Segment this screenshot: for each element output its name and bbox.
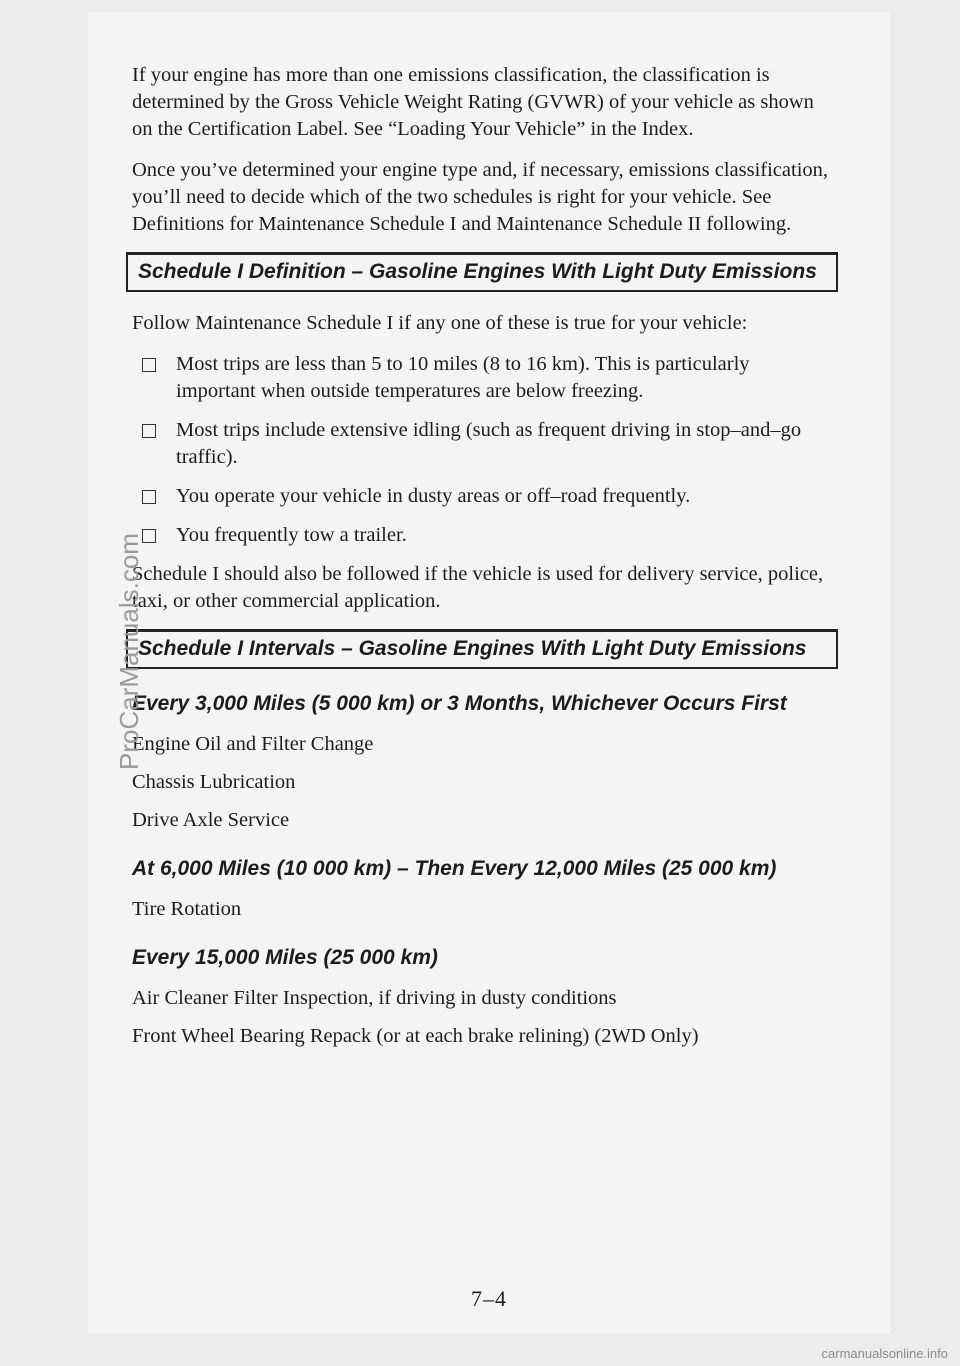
definition-heading: Schedule I Definition – Gasoline Engines With Light Duty Emissions <box>138 260 817 283</box>
checkbox-icon <box>142 358 156 372</box>
manual-page <box>88 12 890 1334</box>
interval-title: Every 15,000 Miles (25 000 km) <box>132 946 438 969</box>
list-item <box>132 417 832 471</box>
intervals-heading-box <box>126 629 838 669</box>
list-item <box>132 483 832 510</box>
footer-url: carmanualsonline.info <box>821 1346 948 1361</box>
interval-title: At 6,000 Miles (10 000 km) – Then Every 12,000 Miles (25 000 km) <box>132 857 777 880</box>
interval-title: Every 3,000 Miles (5 000 km) or 3 Months, Whichever Occurs First <box>132 692 787 715</box>
condition-list <box>132 351 832 549</box>
checkbox-icon <box>142 490 156 504</box>
list-item-text: You frequently tow a trailer. <box>176 524 407 546</box>
list-item-text: You operate your vehicle in dusty areas or off–road frequently. <box>176 485 691 507</box>
watermark: ProCarManuals.com <box>114 533 144 770</box>
service-item: Drive Axle Service <box>132 809 290 831</box>
list-item <box>132 522 832 549</box>
paragraph: Once you’ve determined your engine type and, if necessary, emissions classification, you’ll need to decide which of the two schedules is right for your vehicle. See Definitions for Maintenance Schedule I and Maintenance Schedule II following. <box>132 159 829 235</box>
definition-heading-box <box>126 252 838 292</box>
list-item-text: Most trips are less than 5 to 10 miles (8 to 16 km). This is particularly important when outside temperatures are below freezing. <box>176 353 750 402</box>
list-item <box>132 351 832 405</box>
definition-note: Schedule I should also be followed if the vehicle is used for delivery service, police, taxi, or other commercial application. <box>132 563 824 612</box>
service-item: Tire Rotation <box>132 898 242 920</box>
definition-intro: Follow Maintenance Schedule I if any one of these is true for your vehicle: <box>132 312 748 334</box>
intervals-heading: Schedule I Intervals – Gasoline Engines With Light Duty Emissions <box>138 637 807 660</box>
paragraph: If your engine has more than one emissions classification, the classification is determined by the Gross Vehicle Weight Rating (GVWR) of your vehicle as shown on the Certification Label. See “Loading Your Vehicle” in the Index. <box>132 64 814 140</box>
service-item: Chassis Lubrication <box>132 771 296 793</box>
page-number: 7–4 <box>471 1286 507 1311</box>
service-item: Air Cleaner Filter Inspection, if driving in dusty conditions <box>132 987 617 1009</box>
list-item-text: Most trips include extensive idling (such as frequent driving in stop–and–go traffic). <box>176 419 802 468</box>
service-item: Front Wheel Bearing Repack (or at each brake relining) (2WD Only) <box>132 1025 699 1047</box>
checkbox-icon <box>142 424 156 438</box>
page-content <box>132 62 832 1061</box>
service-item: Engine Oil and Filter Change <box>132 733 374 755</box>
